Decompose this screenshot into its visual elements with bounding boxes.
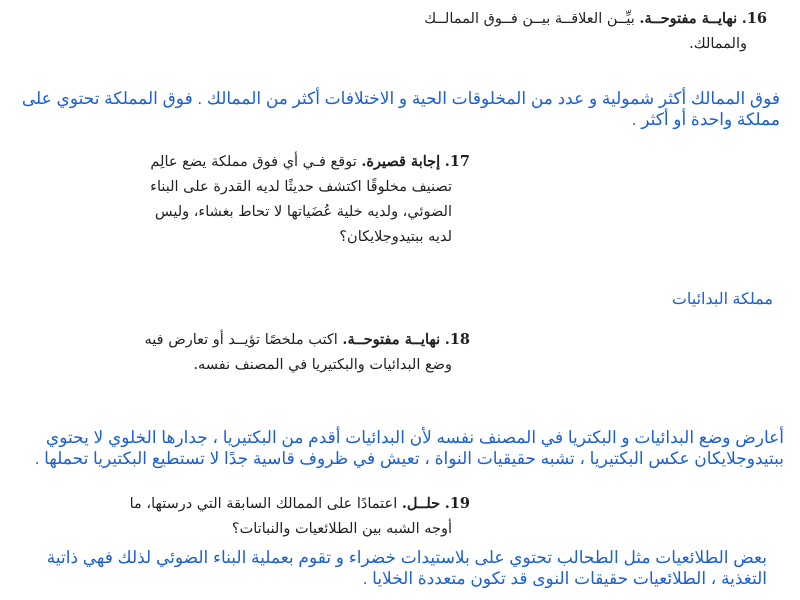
question-17-line-4: لديه ببتيدوجلايكان؟ xyxy=(339,229,452,245)
question-17-line-1 xyxy=(10,149,470,175)
question-16-line-1 xyxy=(347,6,767,32)
question-16-number: 16. xyxy=(741,10,767,27)
question-18-number: 18. xyxy=(444,331,470,348)
question-18-line-2: وضع البدائيات والبكتيريا في المصنف نفسه. xyxy=(193,357,452,373)
question-16-text-1: بيِّــن العلاقــة بيــن فــوق الممالــك xyxy=(424,11,635,27)
question-17-line-2: تصنيف مخلوقًا اكتشف حديثًا لديه القدرة على البناء xyxy=(150,179,452,195)
question-17-line-3: الضوئي، ولديه خلية عُضَياتها لا تحاط بغشاء، وليس xyxy=(154,204,452,220)
answer-16-line-2: مملكة واحدة أو أكثر . xyxy=(631,110,780,129)
question-19-line-2: أوجه الشبه بين الطلائعيات والنباتات؟ xyxy=(231,521,452,537)
question-19-number: 19. xyxy=(444,495,470,512)
question-18-tag: نهايــة مفتوحــة. xyxy=(342,331,441,348)
question-19-text-1: اعتمادًا على الممالك السابقة التي درستها، ما xyxy=(129,496,398,512)
answer-19-line-1: بعض الطلائعيات مثل الطحالب تحتوي على بلاستيدات خضراء و تقوم بعملية البناء الضوئي لذلك فهي ذاتية xyxy=(46,548,767,567)
question-17 xyxy=(10,149,470,250)
answer-18 xyxy=(6,427,784,469)
question-16 xyxy=(347,6,767,57)
question-18-line-1 xyxy=(10,327,470,353)
question-17-tag: إجابة قصيرة. xyxy=(361,153,441,170)
question-19-line-1 xyxy=(10,491,470,517)
answer-19 xyxy=(7,547,767,589)
question-16-line-2: والممالك. xyxy=(689,36,747,52)
question-18 xyxy=(10,327,470,378)
answer-18-line-2: ببتيدوجلايكان عكس البكتيريا ، تشبه حقيقيات النواة ، تعيش في ظروف قاسية جدًا لا تستطيع البكتيريا تحملها . xyxy=(34,449,784,468)
section-heading: مملكة البدائيات xyxy=(671,291,773,308)
question-17-number: 17. xyxy=(444,153,470,170)
question-19 xyxy=(10,491,470,542)
question-17-text-1: توقع فـي أي فوق مملكة يضع عالِم xyxy=(150,154,357,170)
answer-16 xyxy=(10,88,780,130)
question-18-text-1: اكتب ملخصًا تؤيــد أو تعارض فيه xyxy=(144,332,338,348)
answer-16-line-1: فوق الممالك أكثر شمولية و عدد من المخلوقات الحية و الاختلافات أكثر من الممالك . فوق المملكة تحتوي على xyxy=(21,89,780,108)
question-19-tag: حلــل. xyxy=(401,495,441,512)
answer-19-line-2: التغذية ، الطلائعيات حقيقات النوى قد تكون متعددة الخلايا . xyxy=(362,569,767,588)
answer-18-line-1: أعارض وضع البدائيات و البكتريا في المصنف نفسه لأن البدائيات أقدم من البكتيريا ، جدارها الخلوي لا يحتوي xyxy=(45,428,784,447)
question-16-tag: نهايــة مفتوحــة. xyxy=(639,10,738,27)
